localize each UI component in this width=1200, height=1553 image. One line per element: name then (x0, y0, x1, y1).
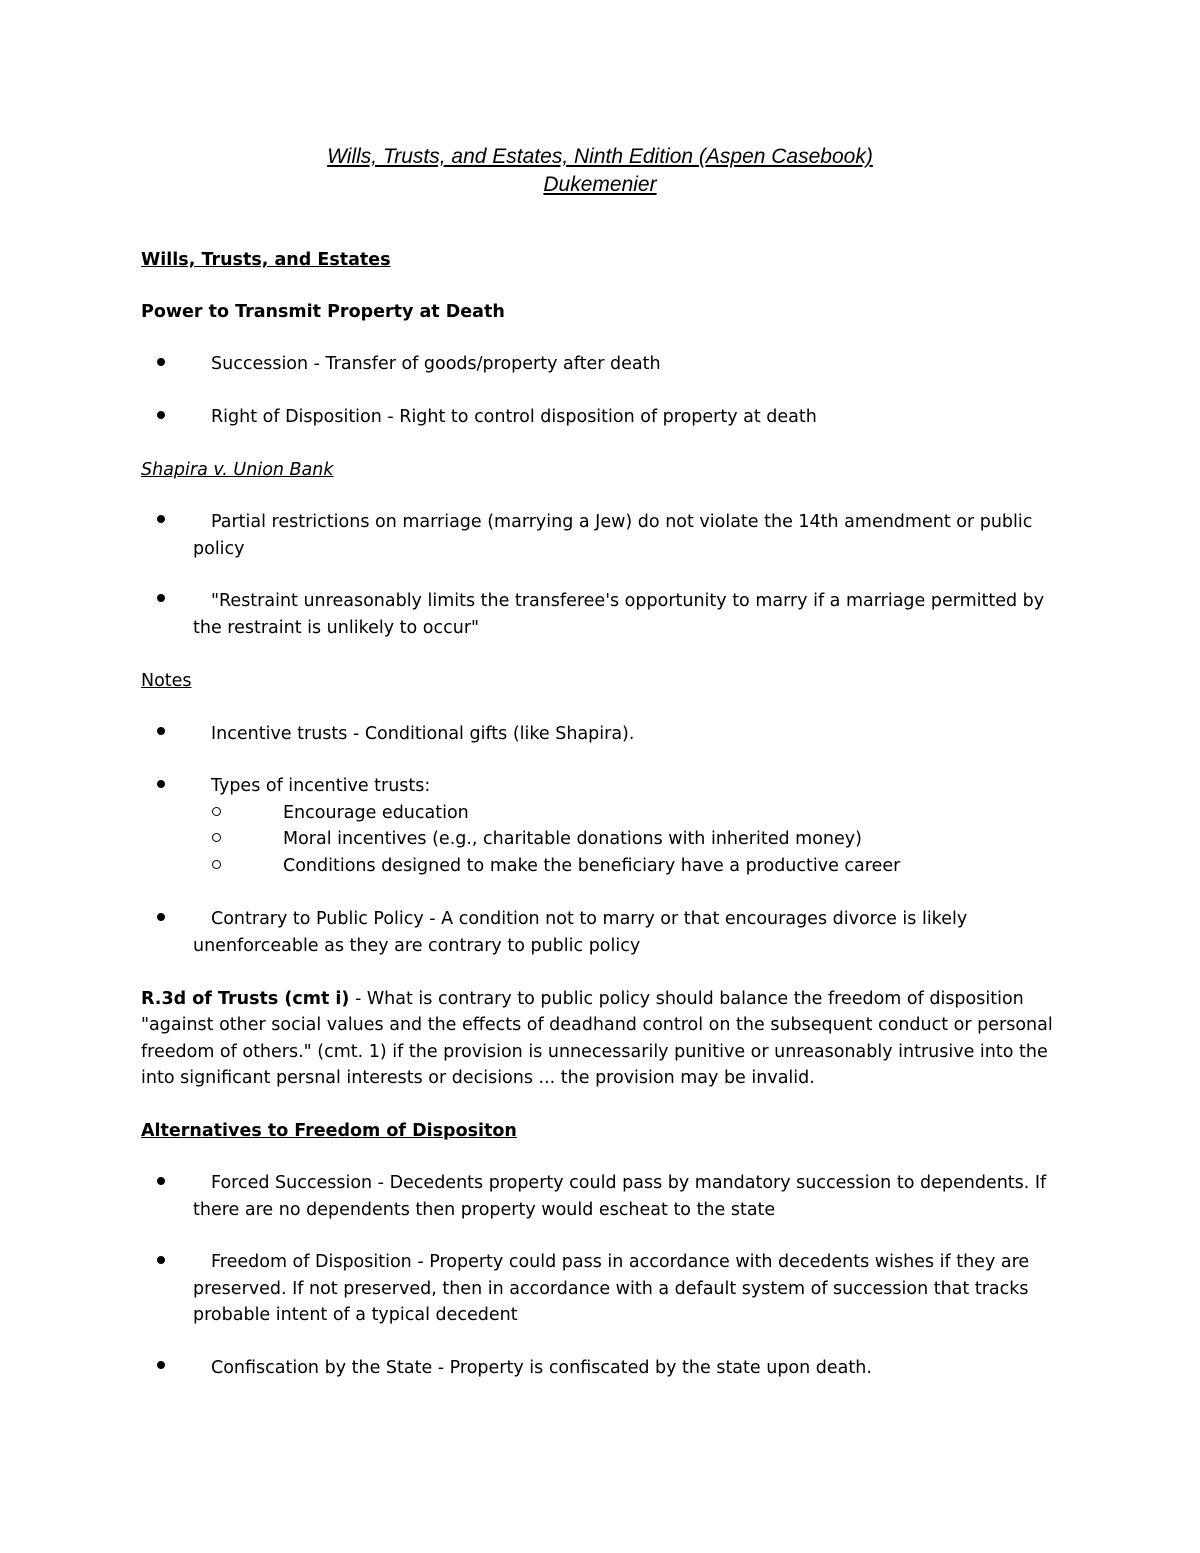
list-item: Incentive trusts - Conditional gifts (like Shapira). (211, 724, 635, 744)
bullet-icon (157, 780, 165, 788)
bullet-icon (157, 1361, 165, 1369)
list-item-continuation: policy (193, 539, 245, 559)
list-item: Confiscation by the State - Property is confiscated by the state upon death. (211, 1358, 872, 1378)
bullet-icon (157, 1256, 165, 1264)
sub-list-item: Moral incentives (e.g., charitable donations with inherited money) (283, 829, 862, 849)
bullet-icon (157, 515, 165, 523)
list-item: Freedom of Disposition - Property could pass in accordance with decedents wishes if they are (211, 1252, 1030, 1272)
document-title-line1: Wills, Trusts, and Estates, Ninth Edition (Aspen Casebook) (327, 145, 873, 168)
restatement-line4: into significant persnal interests or decisions ... the provision may be invalid. (141, 1067, 815, 1088)
list-item: Contrary to Public Policy - A condition not to marry or that encourages divorce is likely (211, 909, 968, 929)
hollow-bullet-icon (212, 860, 221, 869)
document-title (0, 143, 1200, 199)
hollow-bullet-icon (212, 833, 221, 842)
restatement-paragraph (141, 986, 1071, 1091)
list-item-continuation: probable intent of a typical decedent (193, 1305, 518, 1325)
list-item: Succession - Transfer of goods/property after death (211, 354, 661, 374)
bullet-icon (157, 411, 165, 419)
sub-list-item: Encourage education (283, 803, 469, 823)
heading-notes: Notes (141, 671, 192, 691)
list-item: Types of incentive trusts: (211, 776, 431, 796)
restatement-line1: - What is contrary to public policy should balance the freedom of disposition (349, 989, 1024, 1009)
heading-power-to-transmit: Power to Transmit Property at Death (141, 302, 505, 322)
list-item-continuation: preserved. If not preserved, then in accordance with a default system of succession that tracks (193, 1279, 1029, 1299)
heading-wills-trusts-estates: Wills, Trusts, and Estates (141, 250, 391, 270)
document-title-line2: Dukemenier (543, 173, 657, 196)
list-item: Partial restrictions on marriage (marrying a Jew) do not violate the 14th amendment or public (211, 512, 1033, 532)
restatement-line2: "against other social values and the effects of deadhand control on the subsequent conduct or personal (141, 1015, 1053, 1036)
bullet-icon (157, 1177, 165, 1185)
heading-case-shapira: Shapira v. Union Bank (141, 460, 334, 480)
list-item: Forced Succession - Decedents property could pass by mandatory succession to dependents. If (211, 1173, 1047, 1193)
bullet-icon (157, 913, 165, 921)
sub-list-item: Conditions designed to make the beneficiary have a productive career (283, 856, 901, 876)
list-item-continuation: the restraint is unlikely to occur" (193, 618, 480, 638)
hollow-bullet-icon (212, 807, 221, 816)
list-item-continuation: unenforceable as they are contrary to public policy (193, 936, 641, 956)
heading-alternatives: Alternatives to Freedom of Dispositon (141, 1121, 517, 1141)
restatement-line3: freedom of others." (cmt. 1) if the provision is unnecessarily punitive or unreasonably intrusive into the (141, 1041, 1048, 1062)
bullet-icon (157, 594, 165, 602)
list-item: Right of Disposition - Right to control disposition of property at death (211, 407, 817, 427)
restatement-label: R.3d of Trusts (cmt i) (141, 989, 350, 1009)
bullet-icon (157, 727, 165, 735)
bullet-icon (157, 358, 165, 366)
list-item: "Restraint unreasonably limits the transferee's opportunity to marry if a marriage permitted by (211, 591, 1045, 611)
list-item-continuation: there are no dependents then property would escheat to the state (193, 1200, 776, 1220)
